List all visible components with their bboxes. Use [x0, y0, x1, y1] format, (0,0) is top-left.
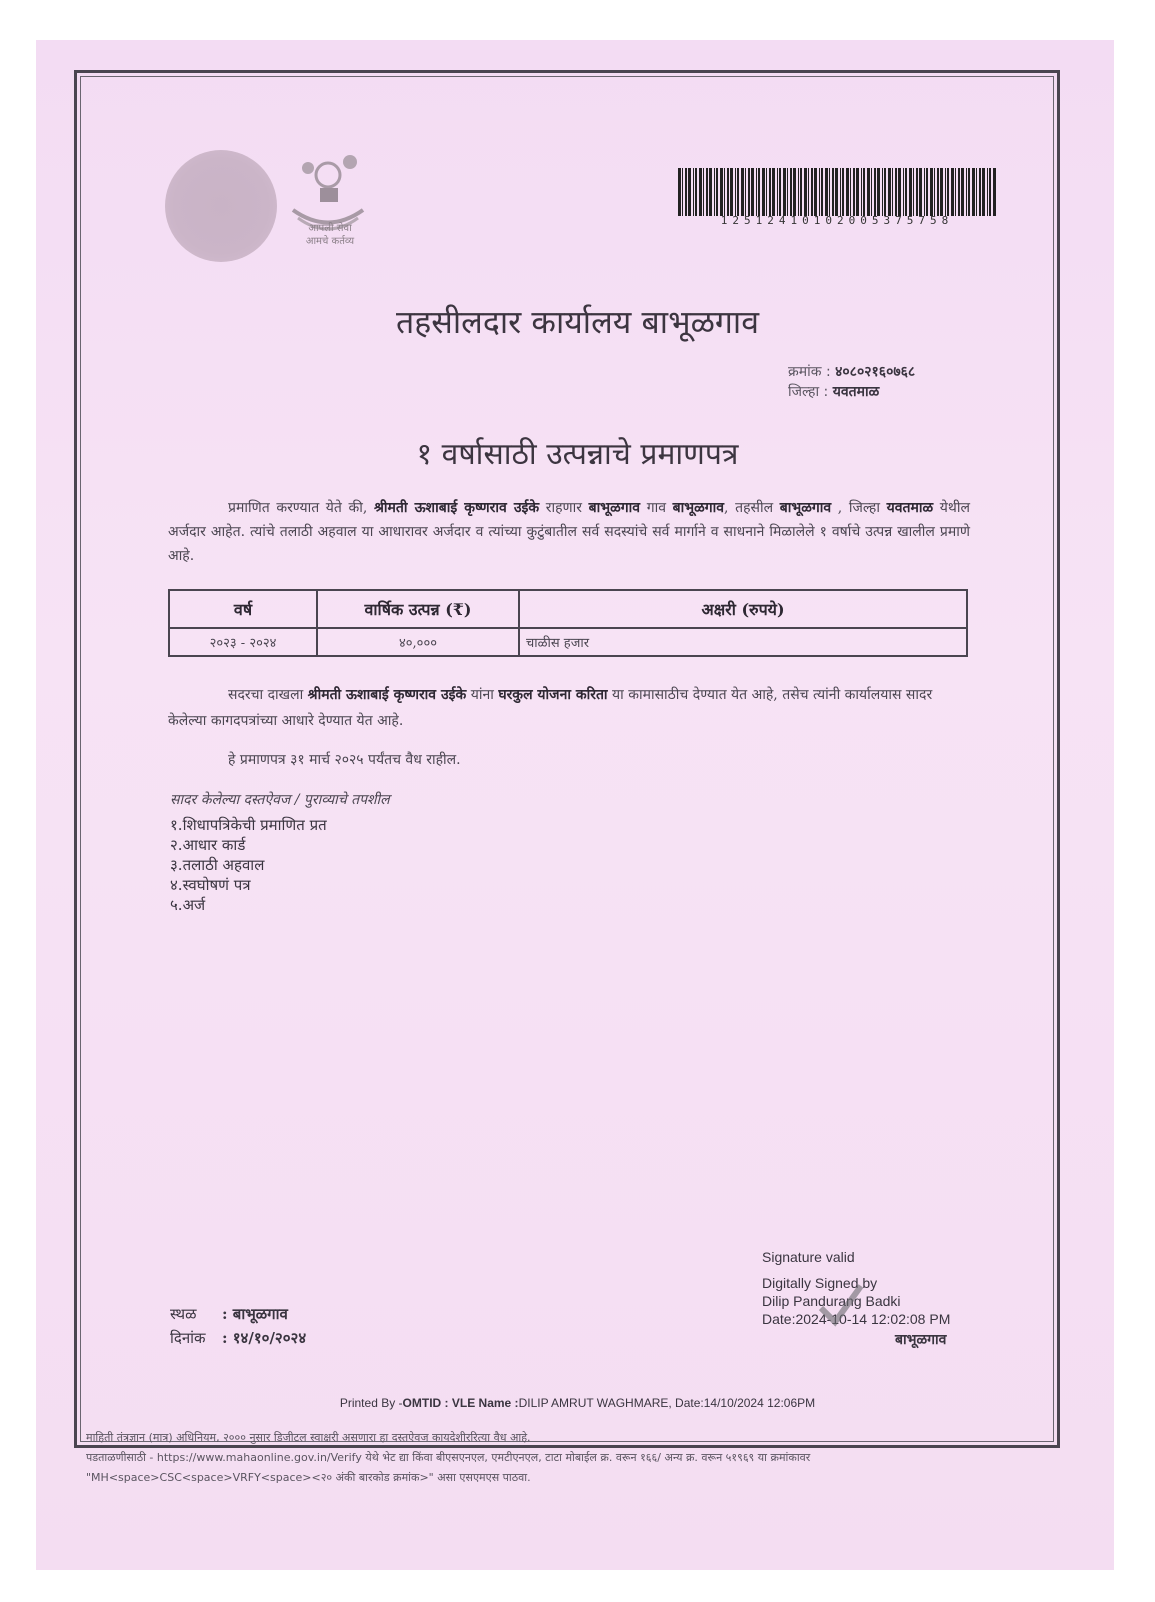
barcode-bar: [874, 168, 876, 216]
barcode-bar: [968, 168, 970, 216]
inner-border: [80, 76, 1054, 1442]
p2-applicant-name: श्रीमती ऊशाबाई कृष्णराव उईके: [307, 687, 467, 703]
applicant-taluka: बाभूळगाव: [779, 500, 832, 516]
signature-signer: Dilip Pandurang Badki: [762, 1293, 901, 1309]
barcode-bar: [751, 168, 754, 216]
barcode-bar: [682, 168, 683, 216]
barcode-bar: [693, 168, 694, 216]
barcode-bar: [937, 168, 939, 216]
table-header-row: [169, 590, 967, 628]
signature-line1: Digitally Signed by: [762, 1275, 878, 1291]
footer-line2: पडताळणीसाठी - https://www.mahaonline.gov.in/Verify येथे भेट द्या किंवा बीएसएनएल, एमटीएनएल, टाटा मोबाईल क्र. वरून १६६/ अन्य क्र. वरून ५१९६९ या क्रमांकावर: [86, 1451, 811, 1464]
barcode-bar: [825, 168, 828, 216]
column-header-year: वर्ष: [169, 590, 317, 628]
barcode-bar: [730, 168, 733, 216]
purpose-paragraph: [168, 682, 970, 734]
footer-line3: "MH<space>CSC<space>VRFY<space><२० अंकी बारकोड क्रमांक>" असा एसएमएस पाठवा.: [86, 1471, 531, 1484]
list-item: १.शिधापत्रिकेची प्रमाणित प्रत: [170, 816, 327, 834]
barcode-bar: [916, 168, 918, 216]
barcode-bar: [842, 168, 844, 216]
barcode-bar: [898, 168, 901, 216]
date-label: दिनांक: [170, 1329, 206, 1347]
barcode-bar: [678, 168, 681, 216]
barcode-bar: [861, 168, 862, 216]
barcode-bar: [856, 168, 859, 216]
barcode-bar: [748, 168, 750, 216]
applicant-name: श्रीमती ऊशाबाई कृष्णराव उईके: [374, 500, 540, 516]
p1-text: , जिल्हा: [831, 500, 887, 516]
barcode-bar: [787, 168, 788, 216]
barcode-bar: [846, 168, 849, 216]
ref-number-label: क्रमांक :: [788, 364, 831, 380]
list-item: ४.स्वघोषणं पत्र: [170, 876, 251, 894]
barcode-bar: [737, 168, 739, 216]
barcode-bar: [947, 168, 949, 216]
barcode-bar: [903, 168, 904, 216]
ref-number-value: ४०८०२१६०७६८: [835, 364, 916, 380]
barcode-bar: [699, 168, 702, 216]
barcode-bar: [961, 168, 964, 216]
barcode-bar: [919, 168, 922, 216]
documents-list: [170, 815, 327, 915]
p2-text: या कामासाठीच देण्यात येत आहे, तसेच त्यांनी कार्यालयास सादर केलेल्या कागदपत्रांच्या आधारे देण्यात येत आहे.: [168, 687, 933, 729]
barcode-bar: [972, 168, 975, 216]
signature-status: Signature valid: [762, 1249, 855, 1265]
cell-income: ४०,०००: [317, 628, 519, 656]
office-title: तहसीलदार कार्यालय बाभूळगाव: [395, 303, 759, 341]
barcode: [678, 168, 996, 216]
printed-by: [0, 1396, 1155, 1410]
logo-caption-line2: आमचे कर्तव्य: [305, 236, 355, 247]
barcode-bar: [853, 168, 855, 216]
cell-year: २०२३ - २०२४: [169, 628, 317, 656]
barcode-bar: [685, 168, 687, 216]
list-item: ३.तलाठी अहवाल: [170, 856, 265, 874]
certification-paragraph: [168, 496, 970, 568]
barcode-bar: [945, 168, 946, 216]
barcode-bar: [688, 168, 691, 216]
certificate-title: १ वर्षासाठी उत्पन्नाचे प्रमाणपत्र: [416, 437, 739, 472]
barcode-bar: [779, 168, 781, 216]
logo-caption: [285, 222, 375, 248]
barcode-bar: [804, 168, 807, 216]
barcode-bar: [695, 168, 697, 216]
p1-text: राहणार: [539, 500, 589, 516]
applicant-village: बाभूळगाव: [672, 500, 725, 516]
p1-text: येथील अर्जदार आहेत. त्यांचे तलाठी अहवाल या आधारावर अर्जदार व त्यांच्या कुटुंबातील सर्व सदस्यांचे सर्व मार्गाने व साधनाने मिळालेले १ वर्षाचे उत्पन्न खालील प्रमाणे आहे.: [168, 500, 970, 564]
barcode-bar: [706, 168, 708, 216]
barcode-bar: [913, 168, 914, 216]
p2-text: सदरचा दाखला: [228, 687, 308, 703]
barcode-bar: [993, 168, 996, 216]
barcode-bar: [835, 168, 838, 216]
barcode-bar: [909, 168, 912, 216]
barcode-bar: [940, 168, 943, 216]
barcode-bar: [758, 168, 760, 216]
barcode-bar: [892, 168, 893, 216]
logo-caption-line1: आपली सेवा: [308, 223, 352, 234]
column-header-in-words: अक्षरी (रुपये): [519, 590, 967, 628]
footer-line1: माहिती तंत्रज्ञान (मात्र) अधिनियम, २००० नुसार डिजीटल स्वाक्षरी असणारा हा दस्तऐवज कायदेशीररित्या वैध आहे.: [86, 1431, 531, 1444]
signature-date: Date:2024-10-14 12:02:08 PM: [762, 1311, 951, 1327]
ref-district-value: यवतमाळ: [832, 384, 880, 400]
barcode-bar: [714, 168, 715, 216]
barcode-bar: [769, 168, 771, 216]
column-header-annual-income: वार्षिक उत्पन्न (₹): [317, 590, 519, 628]
validity-statement: हे प्रमाणपत्र ३१ मार्च २०२५ पर्यंतच वैध राहील.: [228, 752, 461, 768]
cell-in-words: चाळीस हजार: [519, 628, 967, 656]
ref-district-label: जिल्हा :: [788, 384, 829, 400]
income-table: [168, 589, 968, 657]
barcode-bar: [987, 168, 988, 216]
barcode-bar: [716, 168, 718, 216]
barcode-bar: [884, 168, 886, 216]
list-item: ५.अर्ज: [170, 896, 206, 914]
barcode-bar: [989, 168, 991, 216]
barcode-number: 125124101020053757​58: [720, 214, 954, 227]
p1-text: गाव: [640, 500, 673, 516]
barcode-bar: [766, 168, 767, 216]
barcode-bar: [930, 168, 933, 216]
barcode-bar: [979, 168, 981, 216]
barcode-bar: [905, 168, 907, 216]
barcode-bar: [720, 168, 723, 216]
printed-by-prefix: Printed By -: [339, 1396, 403, 1410]
barcode-bar: [777, 168, 778, 216]
barcode-bar: [934, 168, 935, 216]
barcode-bar: [808, 168, 809, 216]
signature-valid-check-icon: [815, 1278, 867, 1330]
barcode-bar: [735, 168, 736, 216]
barcode-bar: [741, 168, 744, 216]
barcode-bar: [762, 168, 765, 216]
p1-text: , तहसील: [724, 500, 780, 516]
printed-by-name: DILIP AMRUT WAGHMARE, Date:: [518, 1396, 704, 1410]
barcode-bar: [832, 168, 834, 216]
verification-footer: [86, 1428, 1086, 1488]
barcode-bar: [966, 168, 967, 216]
seal-logo: [165, 150, 277, 262]
barcode-bar: [814, 168, 817, 216]
barcode-bar: [951, 168, 954, 216]
barcode-bar: [895, 168, 897, 216]
barcode-bar: [982, 168, 985, 216]
purpose: घरकुल योजना करिता: [498, 687, 608, 703]
barcode-bar: [798, 168, 799, 216]
table-row: [169, 628, 967, 656]
barcode-bar: [863, 168, 865, 216]
barcode-bar: [793, 168, 796, 216]
barcode-bar: [924, 168, 925, 216]
p1-text: प्रमाणित करण्यात येते की,: [228, 500, 374, 516]
barcode-bar: [877, 168, 880, 216]
barcode-bar: [976, 168, 977, 216]
printed-by-omtid: OMTID : VLE Name :: [402, 1396, 519, 1410]
applicant-district: यवतमाळ: [886, 500, 934, 516]
barcode-bar: [958, 168, 960, 216]
p2-text: यांना: [466, 687, 499, 703]
barcode-bar: [772, 168, 775, 216]
barcode-bar: [821, 168, 823, 216]
printed-by-date: 14/10/2024 12:06PM: [703, 1396, 816, 1410]
barcode-bar: [800, 168, 802, 216]
barcode-bar: [888, 168, 891, 216]
barcode-bar: [811, 168, 813, 216]
barcode-bar: [867, 168, 870, 216]
documents-heading: सादर केलेल्या दस्तऐवज / पुराव्याचे तपशील: [170, 792, 390, 808]
reference-block: [788, 362, 915, 402]
barcode-bar: [709, 168, 712, 216]
barcode-bar: [783, 168, 786, 216]
applicant-residence: बाभूळगाव: [588, 500, 641, 516]
list-item: २.आधार कार्ड: [170, 836, 246, 854]
barcode-bar: [727, 168, 729, 216]
barcode-bar: [756, 168, 757, 216]
barcode-bar: [829, 168, 830, 216]
signature-office: बाभूळगाव: [895, 1332, 947, 1348]
barcode-bar: [790, 168, 792, 216]
barcode-bar: [850, 168, 851, 216]
barcode-bar: [745, 168, 746, 216]
place-value: : बाभूळगाव: [222, 1305, 288, 1323]
barcode-bar: [840, 168, 841, 216]
place-date-block: [170, 1302, 306, 1350]
barcode-bar: [703, 168, 704, 216]
barcode-bar: [724, 168, 725, 216]
date-value: : १४/१०/२०२४: [222, 1329, 307, 1347]
place-label: स्थळ: [170, 1305, 197, 1323]
barcode-bar: [882, 168, 883, 216]
barcode-bar: [819, 168, 820, 216]
barcode-bar: [926, 168, 928, 216]
barcode-bar: [871, 168, 872, 216]
barcode-bar: [955, 168, 956, 216]
